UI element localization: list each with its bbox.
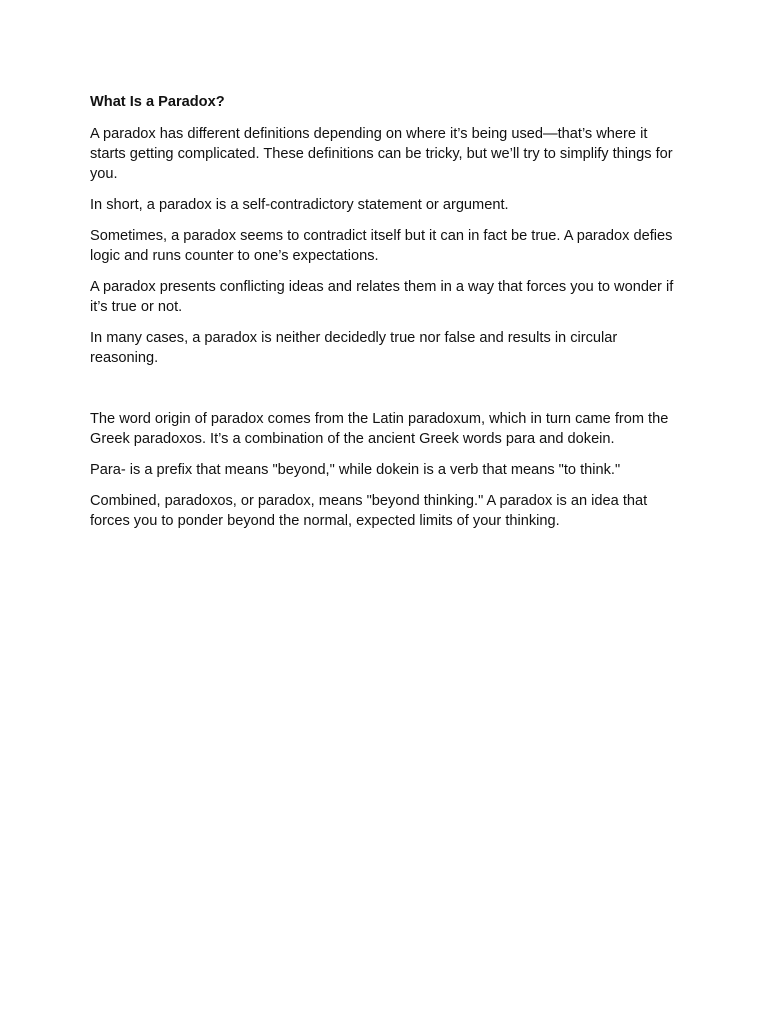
paragraph: A paradox has different definitions depending on where it’s being used—that’s where it starts getting complicated. These definitions can be tricky, but we’ll try to simplify things for you.: [90, 126, 673, 182]
paragraph: Para- is a prefix that means "beyond," while dokein is a verb that means "to think.": [90, 462, 621, 478]
paragraph: A paradox presents conflicting ideas and relates them in a way that forces you to wonder if it’s true or not.: [90, 279, 674, 315]
document-body: [90, 92, 678, 542]
paragraph: In short, a paradox is a self-contradictory statement or argument.: [90, 197, 509, 213]
page-title: What Is a Paradox?: [90, 94, 225, 110]
paragraph: Sometimes, a paradox seems to contradict itself but it can in fact be true. A paradox defies logic and runs counter to one’s expectations.: [90, 228, 673, 264]
paragraph: In many cases, a paradox is neither decidedly true nor false and results in circular reasoning.: [90, 330, 618, 366]
paragraph: Combined, paradoxos, or paradox, means "beyond thinking." A paradox is an idea that forces you to ponder beyond the normal, expected limits of your thinking.: [90, 493, 648, 529]
paragraph: The word origin of paradox comes from the Latin paradoxum, which in turn came from the Greek paradoxos. It’s a combination of the ancient Greek words para and dokein.: [90, 411, 669, 447]
section-gap: [90, 379, 678, 409]
